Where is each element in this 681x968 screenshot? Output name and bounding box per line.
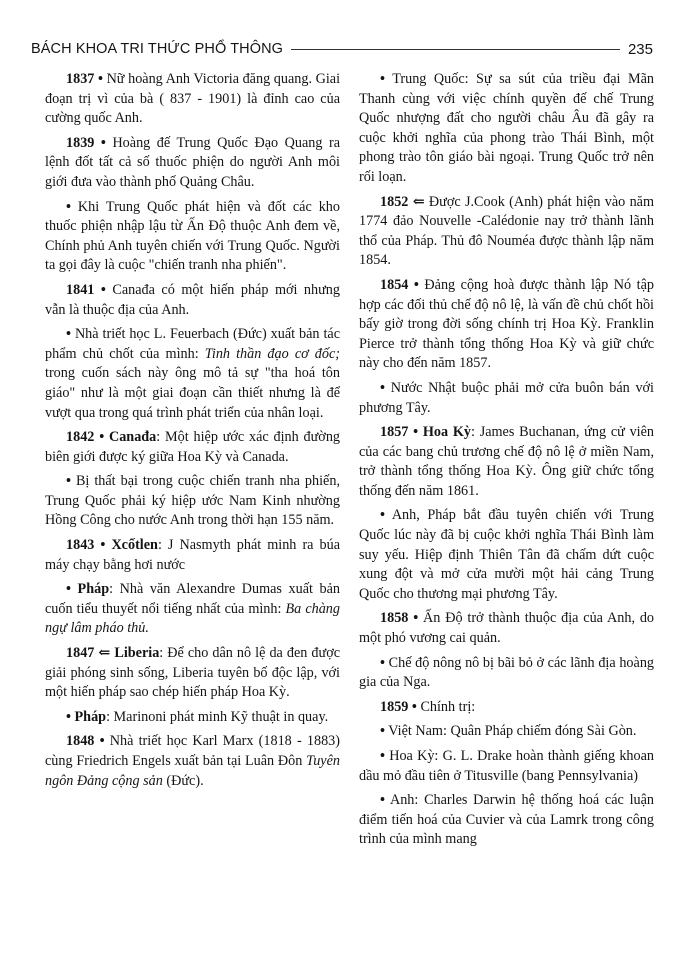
entry-subject: Pháp [74, 708, 107, 725]
entry-text: Việt Nam: Quân Pháp chiếm đóng Sài Gòn. [388, 723, 637, 740]
timeline-entry [359, 276, 654, 374]
timeline-entry [45, 198, 340, 276]
timeline-entry [45, 472, 340, 531]
entry-text: Hoa Kỳ: G. L. Drake hoàn thành giếng khoan dầu mỏ đầu tiên ở Titusville (bang Pennsylvania) [359, 748, 655, 784]
entry-bullet: • [411, 698, 417, 715]
entry-year: 1848 [66, 733, 95, 750]
entry-year: 1839 [66, 134, 95, 151]
entry-bullet: • [413, 276, 419, 293]
entry-text: : Marinoni phát minh Kỹ thuật in quay. [106, 708, 329, 725]
entry-bullet: • [413, 610, 419, 627]
entry-bullet: • [99, 429, 105, 446]
timeline-entry [45, 325, 340, 423]
entry-text: Chế độ nông nô bị bãi bỏ ở các lãnh địa hoàng gia của Nga. [359, 654, 655, 691]
timeline-entry [45, 708, 340, 728]
entry-bullet: • [66, 326, 71, 343]
entry-text: : Để cho dân nô lệ da đen được giải phóng sinh sống, Liberia tuyên bố độc lập, với một hiến pháp sao chép hiến pháp Hoa Kỳ. [45, 645, 340, 701]
entry-subject: Liberia [114, 645, 160, 662]
entry-text: Anh: Charles Darwin hệ thống hoá các luận điểm tiến hoá của Cuvier và của Lamrk trong công trình của mình mang [359, 792, 655, 848]
entry-text: : Nhà văn Alexandre Dumas xuất bản cuốn tiểu thuyết nổi tiếng nhất của mình: [45, 581, 341, 617]
timeline-entry [359, 609, 654, 648]
timeline-entry [359, 654, 654, 693]
entry-year: 1854 [380, 276, 409, 293]
entry-bullet: • [99, 733, 105, 750]
entry-year: 1842 [66, 429, 95, 446]
timeline-entry [45, 536, 340, 575]
entry-bullet: • [380, 71, 385, 87]
entry-bullet: • [380, 792, 385, 809]
entry-bullet: • [380, 654, 385, 671]
entry-title: Ba chàng ngự lâm pháo thủ. [45, 600, 340, 637]
entry-year: 1837 [66, 71, 95, 87]
timeline-entry [45, 644, 340, 703]
entry-bullet: • [380, 748, 385, 764]
entry-text: Đảng cộng hoà được thành lập Nó tập hợp các đối thủ chế độ nô lệ, là vấn đề chủ chốt hồi bấy giờ trong đời sống chính trị Hoa Kỳ. Franklin Pierce trở thành tổng thống Hoa Kỳ và giữ chức này cho đến năm 1857. [359, 276, 655, 372]
entry-bullet: • [380, 507, 385, 524]
entry-text: Nước Nhật buộc phải mở cửa buôn bán với phương Tây. [359, 379, 655, 416]
timeline-entry [45, 580, 340, 639]
entry-year: 1841 [66, 281, 95, 298]
entry-year: 1857 [380, 424, 409, 441]
entry-text: Bị thất bại trong cuộc chiến tranh nha phiến, Trung Quốc phải ký hiệp ước Nam Kinh nhường Hồng Công cho nước Anh trong thời hạn 155 năm. [45, 473, 340, 529]
entry-text: Hoàng đế Trung Quốc Đạo Quang ra lệnh đốt tất cả số thuốc phiện do người Anh môi giới đưa vào thành phố Quảng Châu. [45, 134, 341, 190]
entry-year: 1843 [66, 537, 95, 554]
entry-text: : James Buchanan, ứng cử viên của các bang chủ trương chế độ nô lệ ở miền Nam, trở thành tổng thống Hoa Kỳ. Ông giữ chức tổng thống đến năm 1861. [359, 424, 654, 499]
timeline-entry [359, 423, 654, 501]
running-title: BÁCH KHOA TRI THỨC PHỔ THÔNG [31, 41, 284, 57]
entry-bullet: • [100, 281, 106, 298]
entry-bullet: • [66, 198, 71, 215]
entry-text: Canađa có một hiến pháp mới nhưng vẫn là thuộc địa của Anh. [45, 281, 340, 318]
timeline-entry [359, 791, 654, 850]
entry-text: : J Nasmyth phát minh ra búa máy chạy bằng hơi nước [45, 537, 340, 573]
entry-bullet: • [66, 708, 71, 725]
timeline-entry [359, 698, 654, 718]
entry-bullet: • [100, 537, 106, 554]
page-header [31, 38, 653, 60]
entry-bullet: • [380, 723, 385, 740]
entry-title: Tuyên ngôn Đảng cộng sản [45, 753, 340, 789]
entry-year: 1858 [380, 610, 409, 627]
left-column [45, 70, 340, 796]
entry-bullet: ⇐ [98, 645, 111, 662]
timeline-entry [359, 506, 654, 604]
entry-bullet: • [97, 71, 103, 87]
entry-subject: Xcốtlen [111, 537, 158, 554]
entry-text-after: (Đức). [166, 772, 204, 789]
entry-year: 1859 [380, 698, 409, 715]
entry-text-after: trong cuốn sách này ông mô tả sự "tha hoá tôn giáo" như là một giai đoạn cần thiết nhưng là để vượt qua trong quá trình phát triển của nhân loại. [45, 365, 340, 421]
entry-subject: Pháp [77, 581, 110, 598]
timeline-entry [359, 70, 654, 188]
entry-subject: Hoa Kỳ [422, 424, 471, 441]
timeline-entry [359, 379, 654, 418]
timeline-entry [45, 428, 340, 467]
entry-bullet: • [100, 134, 106, 151]
entry-text: Anh, Pháp bắt đầu tuyên chiến với Trung Quốc lúc này đã bị cuộc khởi nghĩa Thái Bình làm suy yếu. Hiệp định Thiên Tân đã chấm dứt cuộc xung đột và mở cửa mười một hải cảng Trung Quốc cho thương mại phương Tây. [359, 507, 655, 602]
entry-text: Được J.Cook (Anh) phát hiện vào năm 1774 đảo Nouvelle -Calédonie nay trở thành lãnh thổ của Pháp. Thủ đô Nouméa được thành lập năm 1854. [359, 193, 655, 269]
page-number: 235 [627, 40, 653, 58]
entry-bullet: • [66, 581, 71, 598]
timeline-entry [45, 134, 340, 193]
entry-subject: Canađa [108, 429, 157, 446]
entry-year: 1852 [380, 193, 409, 210]
entry-text: Nhà triết học Karl Marx (1818 - 1883) cùng Friedrich Engels xuất bản tại Luân Đôn [45, 733, 340, 769]
timeline-entry [359, 722, 654, 742]
entry-text: Nhà triết học L. Feuerbach (Đức) xuất bản tác phẩm chủ chốt của mình: [45, 326, 340, 362]
entry-text: : Một hiệp ước xác định đường biên giới được ký giữa Hoa Kỳ và Canada. [45, 429, 341, 465]
timeline-entry [45, 281, 340, 320]
entry-year: 1847 [66, 645, 95, 662]
entry-bullet: ⇐ [412, 193, 425, 210]
entry-bullet: • [380, 379, 385, 396]
timeline-entry [45, 70, 340, 129]
timeline-entry [359, 747, 654, 786]
right-column [359, 70, 654, 855]
timeline-entry [359, 193, 654, 271]
timeline-entry [45, 732, 340, 791]
header-rule [291, 49, 620, 50]
entry-bullet: • [413, 424, 419, 441]
entry-text: Khi Trung Quốc phát hiện và đốt các kho thuốc phiện nhập lậu từ Ấn Độ thuộc Anh đem về, Chính phủ Anh tuyên chiến với Trung Quốc. Người ta gọi đây là cuộc "chiến tranh nha phiến". [45, 198, 340, 274]
entry-text: Ấn Độ trở thành thuộc địa của Anh, do một phó vương cai quản. [359, 610, 655, 647]
entry-text: Chính trị: [420, 698, 476, 715]
entry-text: Nữ hoàng Anh Victoria đăng quang. Giai đoạn trị vì của bà ( 837 - 1901) là đỉnh cao của cường quốc Anh. [45, 71, 341, 127]
entry-bullet: • [66, 473, 71, 490]
entry-text: Trung Quốc: Sự sa sút của triều đại Mãn Thanh cùng với việc chính quyền đế chế Trung Quốc nhượng đất cho người châu Âu đã gây ra cuộc khởi nghĩa của phong trào Thái Bình, một phong trào tôn giáo bài ngoại. Trung Quốc trở nên rối loạn. [359, 71, 655, 185]
entry-title: Tinh thần đạo cơ đốc; [204, 345, 341, 362]
